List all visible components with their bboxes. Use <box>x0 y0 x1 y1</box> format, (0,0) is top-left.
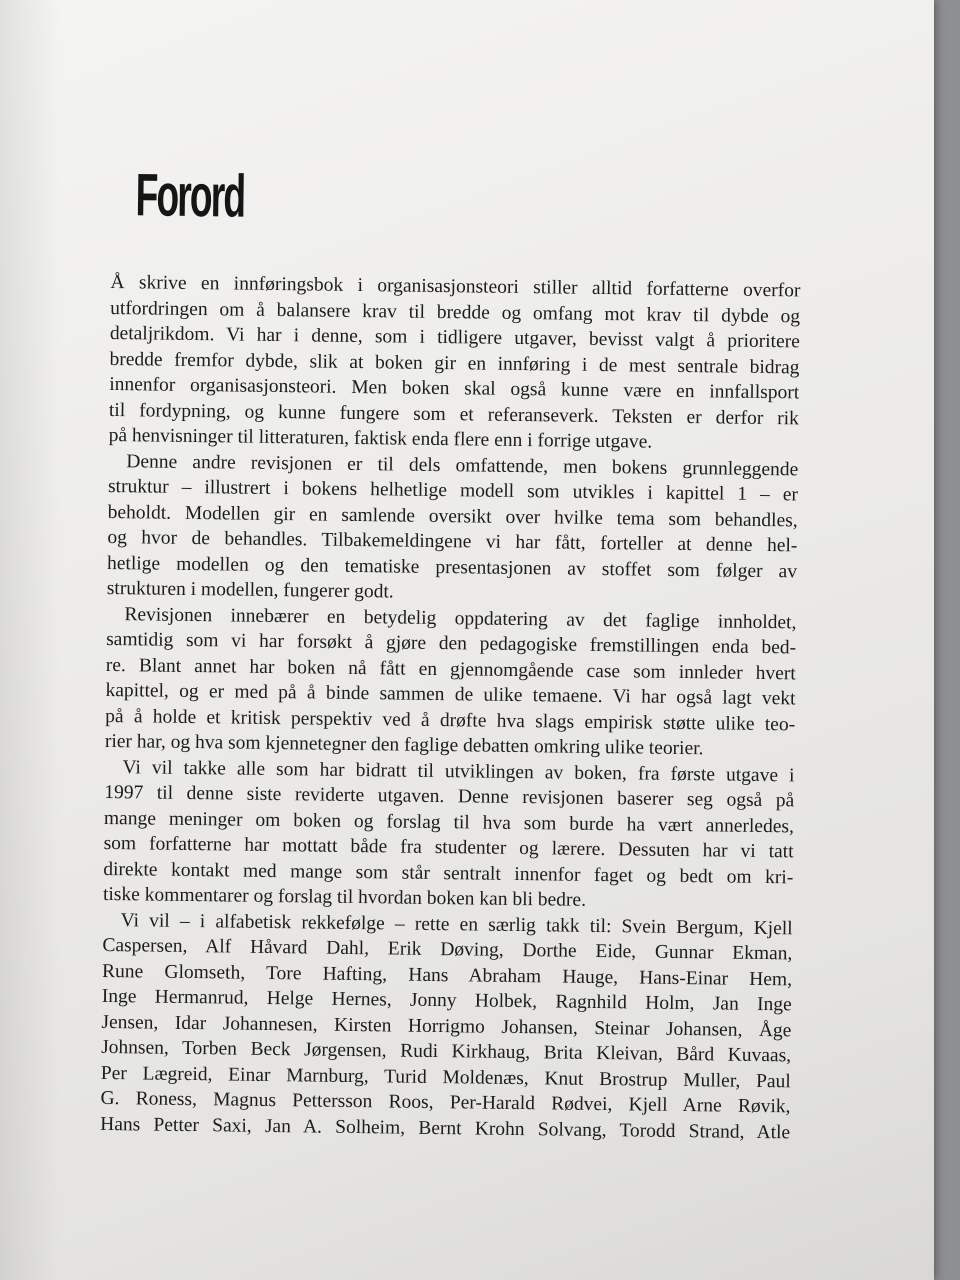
text-line: til fordypning, og kunne fungere som et referanseverk. Teksten er derfor rik <box>108 399 800 429</box>
text-line: Inge Hermanrud, Helge Hernes, Jonny Holbek, Ragnhild Holm, Jan Inge <box>101 985 792 1016</box>
text-line: kapittel, og er med på å binde sammen de ulike temaene. Vi har også lagt vekt <box>105 679 796 710</box>
text-line: Caspersen, Alf Håvard Dahl, Erik Døving, Dorthe Eide, Gunnar Ekman, <box>102 934 793 965</box>
text-line: detaljrikdom. Vi har i denne, som i tidligere utgaver, bevisst valgt å prioritere <box>109 322 800 353</box>
paragraph-3 <box>105 601 797 762</box>
text-line: Denne andre revisjonen er til dels omfattende, men bokens grunnleggende <box>126 450 799 480</box>
text-line: Hans Petter Saxi, Jan A. Solheim, Bernt Krohn Solvang, Torodd Strand, Atle <box>100 1113 791 1143</box>
text-line: innenfor organisasjonsteori. Men boken skal også kunne være en innfallsport <box>109 373 800 404</box>
text-line: samtidig som vi har forsøkt å gjøre den pedagogiske fremstillingen enda bed- <box>106 628 797 659</box>
text-line: hetlige modellen og den tematiske presentasjonen av stoffet som følger av <box>106 552 798 582</box>
text-line: Per Lægreid, Einar Marnburg, Turid Moldenæs, Knut Brostrup Muller, Paul <box>100 1062 791 1092</box>
page-content <box>100 160 802 1145</box>
paragraph-5 <box>100 907 793 1145</box>
text-line: re. Blant annet har boken nå fått en gjennomgående case som innleder hvert <box>105 654 796 684</box>
text-line: Vi vil takke alle som har bidratt til utviklingen av boken, fra første utgave i <box>122 756 795 786</box>
text-line: strukturen i modellen, fungerer godt. <box>106 577 394 603</box>
text-line: og hvor de behandles. Tilbakemeldingene vi har fått, forteller at denne hel- <box>107 526 798 557</box>
paragraph-4 <box>103 754 795 915</box>
text-line: som forfatterne har mottatt både fra studenter og lærere. Dessuten har vi tatt <box>103 832 794 863</box>
text-line: bredde fremfor dybde, slik at boken gir en innføring i de mest sentrale bidrag <box>109 348 800 378</box>
paragraph-1 <box>108 270 800 457</box>
text-line: beholdt. Modellen gir en samlende oversikt over hvilke tema som behandles, <box>107 501 798 531</box>
text-line: mange meninger om boken og forslag til hva som burde ha vært annerledes, <box>103 807 795 837</box>
text-line: struktur – illustrert i bokens helhetlige modell som utvikles i kapittel 1 – er <box>107 475 799 506</box>
paragraph-2 <box>107 448 799 609</box>
text-line: 1997 til denne siste reviderte utgaven. Denne revisjonen baserer seg også på <box>104 781 795 812</box>
text-line: G. Roness, Magnus Pettersson Roos, Per-Harald Rødvei, Kjell Arne Røvik, <box>100 1087 791 1118</box>
text-line: Johnsen, Torben Beck Jørgensen, Rudi Kirkhaug, Brita Kleivan, Bård Kuvaas, <box>101 1036 792 1067</box>
text-line: tiske kommentarer og forslag til hvordan boken kan bli bedre. <box>102 883 587 911</box>
text-line: Vi vil – i alfabetisk rekkefølge – rette en særlig takk til: Svein Bergum, Kjell <box>120 909 793 939</box>
text-line: direkte kontakt med mange som står sentralt innenfor faget og bedt om kri- <box>103 858 794 888</box>
text-line: rier har, og hva som kjennetegner den faglige debatten omkring ulike teorier. <box>104 730 704 760</box>
text-line: utfordringen om å balansere krav til bredde og omfang mot krav til dybde og <box>110 297 801 327</box>
text-line: Revisjonen innebærer en betydelig oppdatering av det faglige innholdet, <box>124 603 797 633</box>
text-line: Jensen, Idar Johannesen, Kirsten Horrigmo Johansen, Steinar Johansen, Åge <box>101 1011 792 1041</box>
text-line: på henvisninger til litteraturen, faktisk enda flere enn i forrige utgave. <box>108 424 653 453</box>
text-line: Rune Glomseth, Tore Hafting, Hans Abraham Hauge, Hans-Einar Hem, <box>101 960 793 990</box>
text-line: på å holde et kritisk perspektiv ved å drøfte hva slags empirisk støtte ulike teo- <box>105 705 796 735</box>
text-line: Å skrive en innføringsbok i organisasjonsteori stiller alltid forfatterne overfor <box>110 271 801 302</box>
page-title: Forord <box>135 161 245 230</box>
